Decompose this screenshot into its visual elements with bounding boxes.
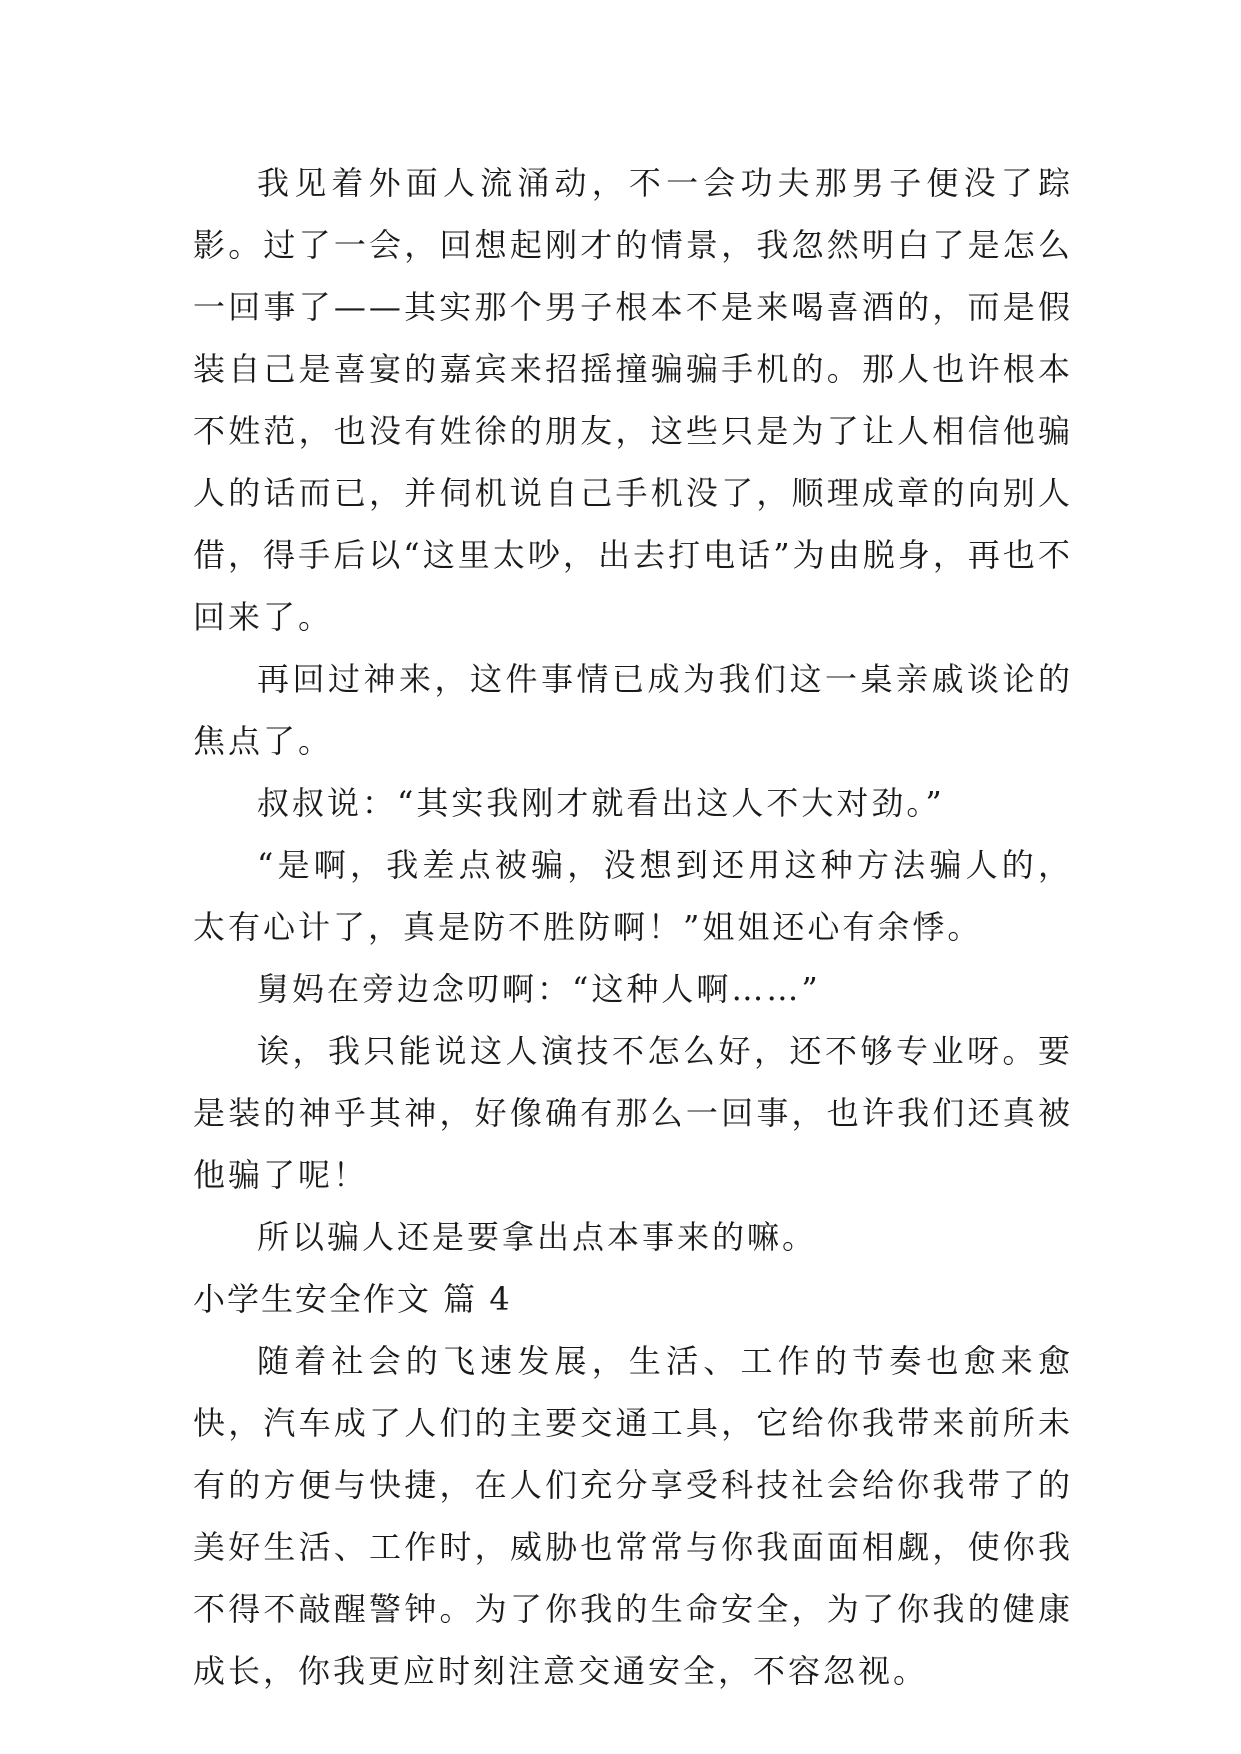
paragraph-aunt: 舅妈在旁边念叨啊：“这种人啊……”	[257, 970, 821, 1008]
document-body	[193, 152, 1073, 1702]
paragraph-acting: 诶，我只能说这人演技不怎么好，还不够专业呀。要是装的神乎其神，好像确有那么一回事，也许我们还真被他骗了呢！	[193, 1032, 1073, 1194]
paragraph-conclusion: 所以骗人还是要拿出点本事来的嘛。	[257, 1218, 818, 1256]
paragraph-uncle: 叔叔说：“其实我刚才就看出这人不大对劲。”	[257, 784, 945, 822]
section-heading: 小学生安全作文 篇 4	[193, 1280, 512, 1318]
paragraph-escape: 我见着外面人流涌动，不一会功夫那男子便没了踪影。过了一会，回想起刚才的情景，我忽然明白了是怎么一回事了——其实那个男子根本不是来喝喜酒的，而是假装自己是喜宴的嘉宾来招摇撞骗骗手机的。那人也许根本不姓范，也没有姓徐的朋友，这些只是为了让人相信他骗人的话而已，并伺机说自己手机没了，顺理成章的向别人借，得手后以“这里太吵，出去打电话”为由脱身，再也不回来了。	[193, 164, 1073, 636]
paragraph-sister: “是啊，我差点被骗，没想到还用这种方法骗人的，太有心计了，真是防不胜防啊！”姐姐还心有余悸。	[193, 846, 1073, 946]
paragraph-traffic-safety: 随着社会的飞速发展，生活、工作的节奏也愈来愈快，汽车成了人们的主要交通工具，它给你我带来前所未有的方便与快捷，在人们充分享受科技社会给你我带了的美好生活、工作时，威胁也常常与你我面面相觑，使你我不得不敲醒警钟。为了你我的生命安全，为了你我的健康成长，你我更应时刻注意交通安全，不容忽视。	[193, 1342, 1073, 1690]
paragraph-focus: 再回过神来，这件事情已成为我们这一桌亲戚谈论的焦点了。	[193, 660, 1073, 760]
